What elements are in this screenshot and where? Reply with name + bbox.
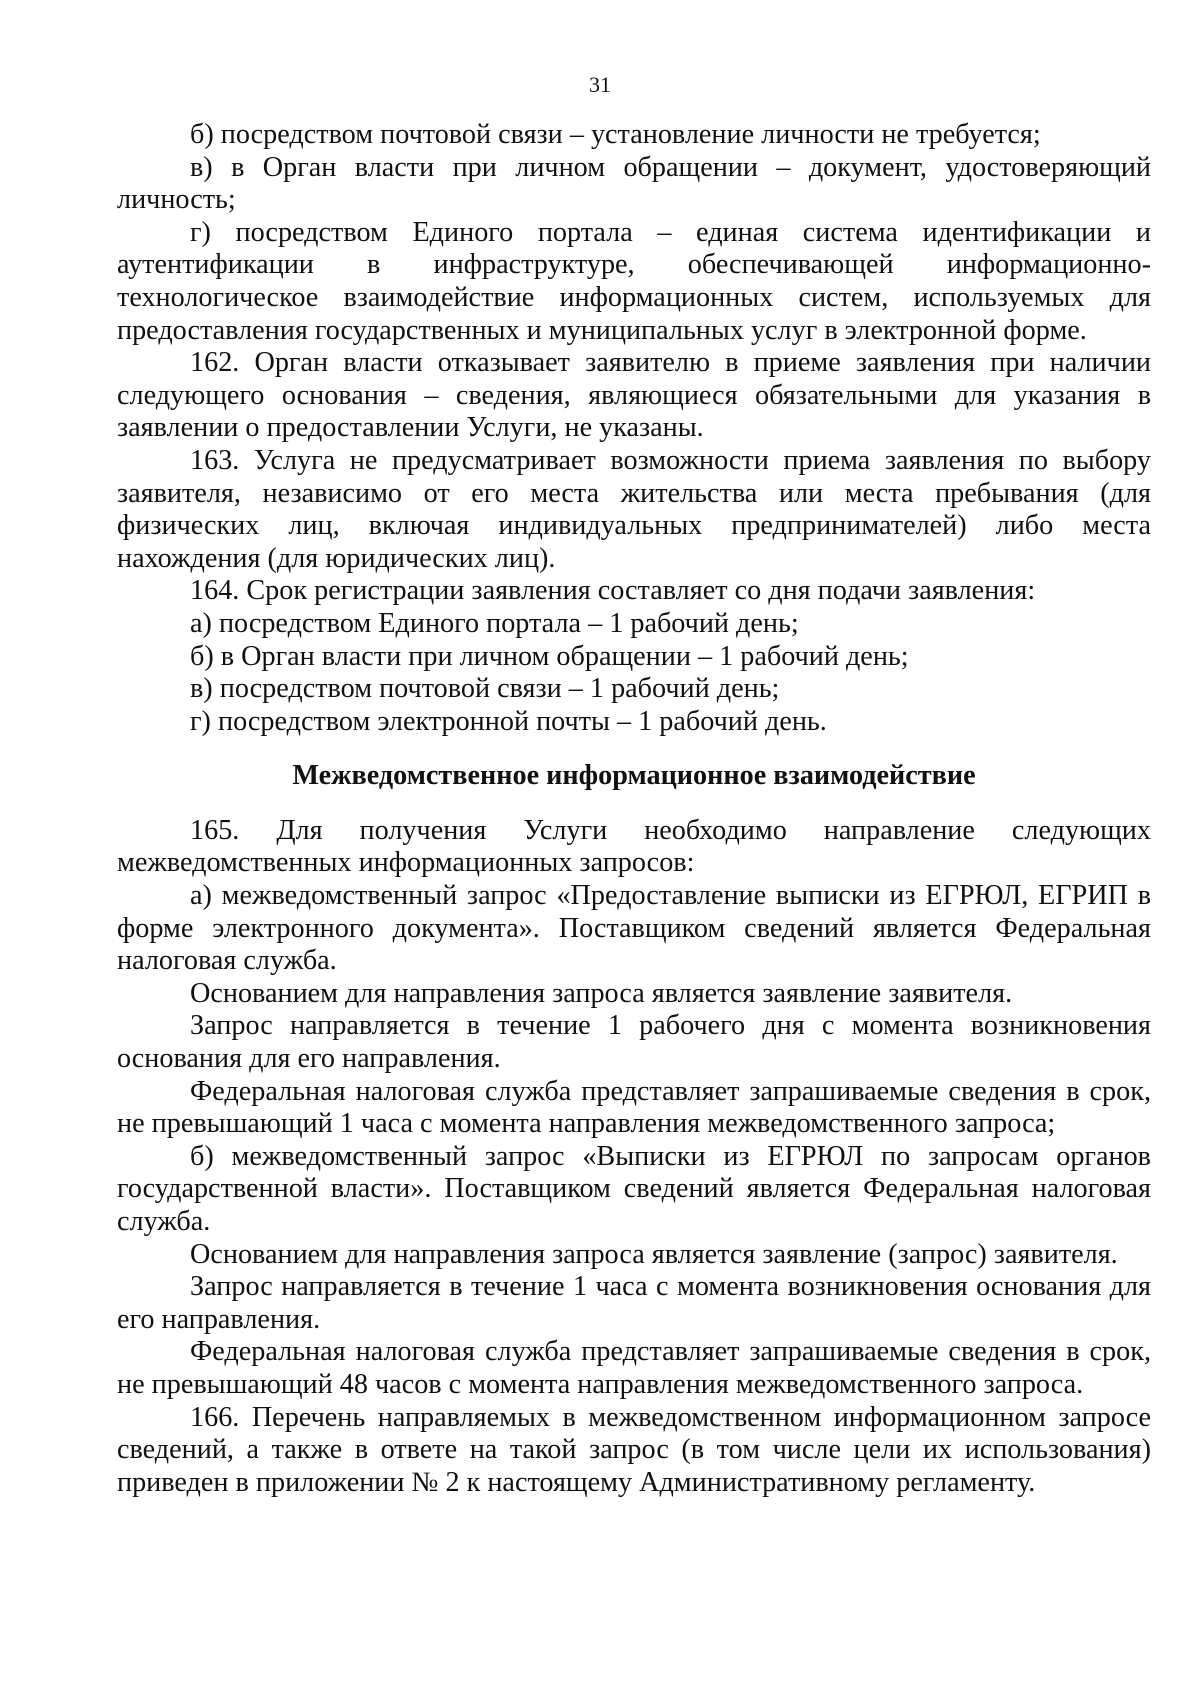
paragraph-basis-1: Основанием для направления запроса является заявление заявителя.: [190, 977, 1013, 1009]
paragraph-165: 165. Для получения Услуги необходимо направление следующих межведомственных информационных запросов:: [117, 814, 1151, 879]
paragraph-basis-2: Основанием для направления запроса является заявление (запрос) заявителя.: [190, 1238, 1118, 1270]
paragraph-164-v: в) посредством почтовой связи – 1 рабочий день;: [190, 673, 780, 705]
paragraph-g-portal: г) посредством Единого портала – единая система идентификации и аутентификации в инфраструктуре, обеспечивающей информационно-технологическое взаимодействие информационных систем, используемых для предоставления государственных и муниципальных услуг в электронной форме.: [117, 216, 1151, 346]
paragraph-162: 162. Орган власти отказывает заявителю в приеме заявления при наличии следующего основания – сведения, являющиеся обязательными для указания в заявлении о предоставлении Услуги, не указаны.: [117, 347, 1151, 444]
paragraph-164: 164. Срок регистрации заявления составляет со дня подачи заявления:: [190, 575, 1036, 607]
paragraph-166: 166. Перечень направляемых в межведомственном информационном запросе сведений, а также в ответе на такой запрос (в том числе цели их использования) приведен в приложении № 2 к настоящему Административному регламенту.: [117, 1401, 1151, 1498]
paragraph-request-timing-1: Запрос направляется в течение 1 рабочего дня с момента возникновения основания для его направления.: [117, 1010, 1151, 1075]
paragraph-response-timing-1: Федеральная налоговая служба представляет запрашиваемые сведения в срок, не превышающий 1 часа с момента направления межведомственного запроса;: [117, 1075, 1151, 1140]
paragraph-b-postal: б) посредством почтовой связи – установление личности не требуется;: [190, 119, 1041, 150]
paragraph-165-a: а) межведомственный запрос «Предоставление выписки из ЕГРЮЛ, ЕГРИП в форме электронного документа». Поставщиком сведений является Федеральная налоговая служба.: [117, 880, 1151, 977]
paragraph-164-g: г) посредством электронной почты – 1 рабочий день.: [190, 705, 827, 737]
page-number: 31: [589, 72, 611, 97]
section-heading: Межведомственное информационное взаимодействие: [292, 760, 976, 792]
paragraph-164-b: б) в Орган власти при личном обращении – 1 рабочий день;: [190, 640, 909, 672]
paragraph-v-in-person: в) в Орган власти при личном обращении – документ, удостоверяющий личность;: [117, 151, 1151, 216]
paragraph-response-timing-2: Федеральная налоговая служба представляет запрашиваемые сведения в срок, не превышающий 48 часов с момента направления межведомственного запроса.: [117, 1336, 1151, 1400]
document-body: [117, 119, 1151, 1499]
paragraph-request-timing-2: Запрос направляется в течение 1 часа с момента возникновения основания для его направления.: [117, 1271, 1151, 1335]
paragraph-163: 163. Услуга не предусматривает возможности приема заявления по выбору заявителя, независимо от его места жительства или места пребывания (для физических лиц, включая индивидуальных предпринимателей) либо места нахождения (для юридических лиц).: [117, 444, 1151, 574]
paragraph-165-b: б) межведомственный запрос «Выписки из ЕГРЮЛ по запросам органов государственной власти». Поставщиком сведений является Федеральная налоговая служба.: [117, 1140, 1151, 1237]
paragraph-164-a: а) посредством Единого портала – 1 рабочий день;: [190, 607, 799, 639]
